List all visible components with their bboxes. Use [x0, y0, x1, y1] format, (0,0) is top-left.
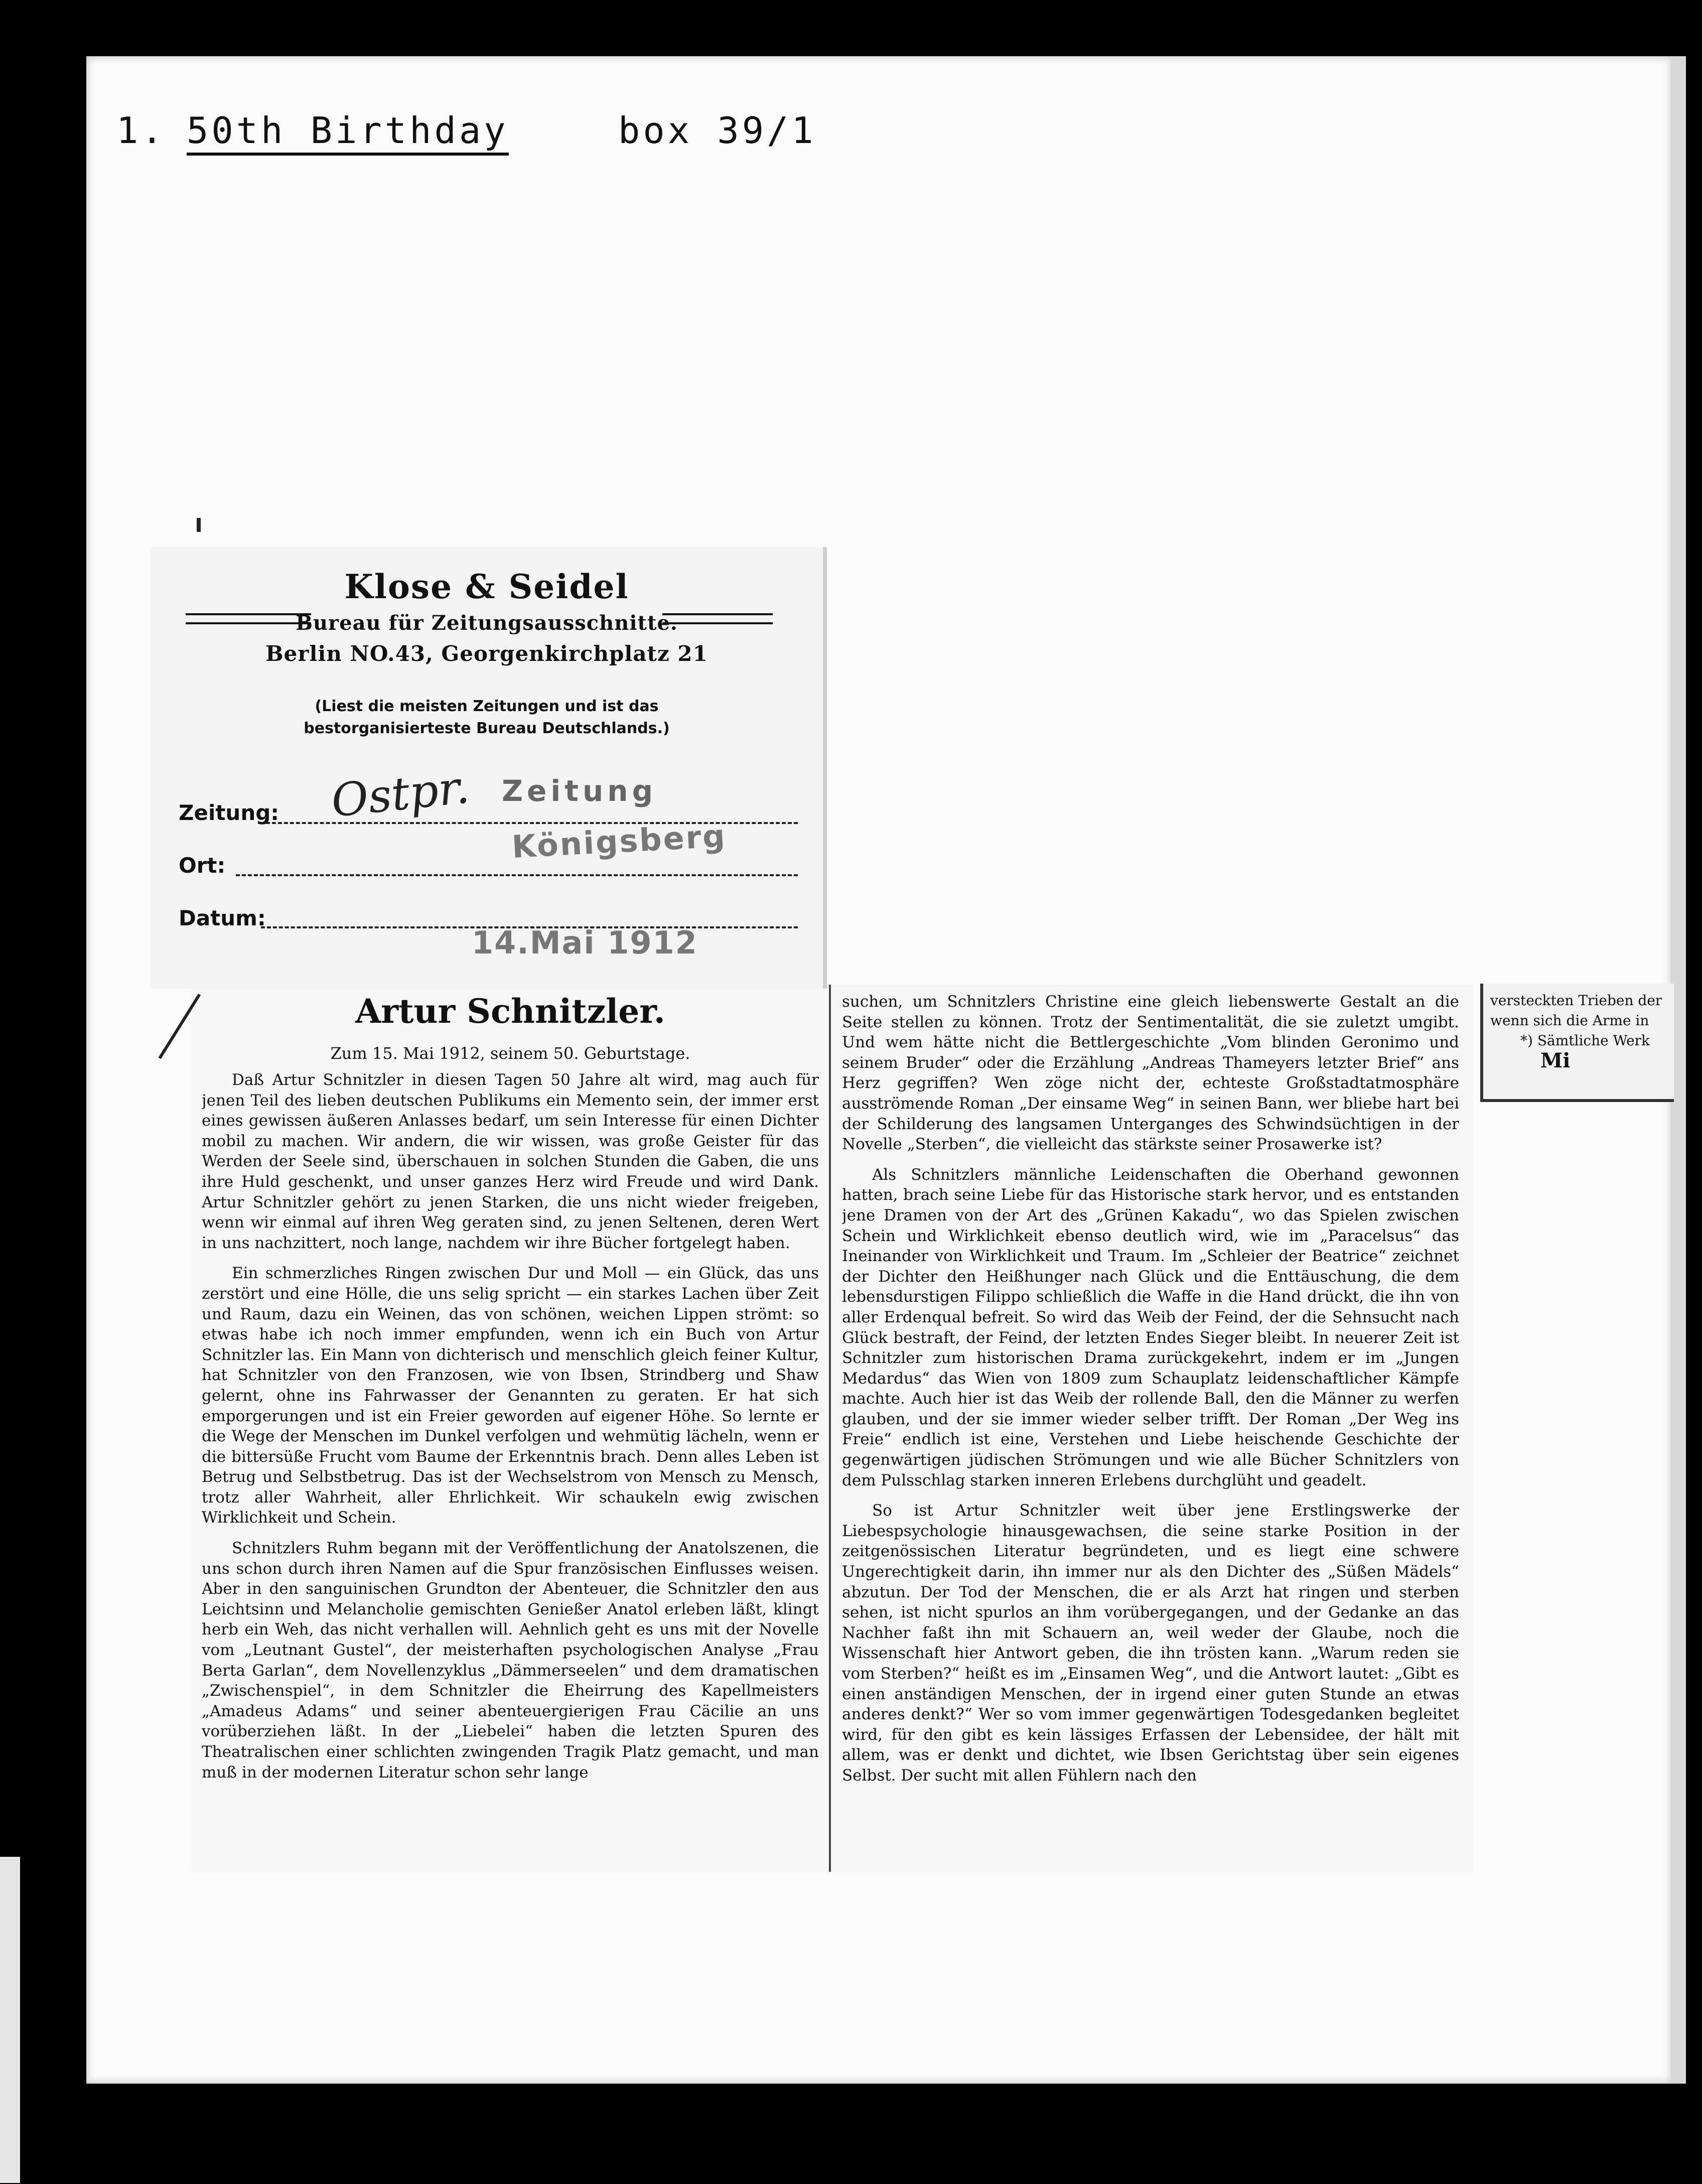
box-number: box 39/1: [618, 109, 816, 152]
pencil-mark: [197, 518, 201, 532]
footnote-fragment: *) Sämtliche Werk: [1520, 1032, 1650, 1049]
field-ort-line: [236, 874, 798, 876]
bureau-name: Klose & Seidel: [344, 567, 629, 606]
fragment-line: Mi: [1540, 1049, 1571, 1072]
bureau-note-2: bestorganisierteste Bureau Deutschlands.): [304, 720, 670, 737]
bureau-address: Berlin NO.43, Georgenkirchplatz 21: [265, 641, 708, 666]
paragraph: Daß Artur Schnitzler in diesen Tagen 50 Jahre alt wird, mag auch für jenen Teil des lieben deutschen Publikums ein Memento sein, der immer erst eines gewissen äußeren Anlasses bedarf, um sein Interesse für einen Dichter mobil zu machen. Wir andern, die wir wissen, was große Geister für das Werden der Seele sind, überschauen in solchen Stunden die Gaben, die uns ihre Huld geschenkt, und unser ganzes Herz wird Freude und wird Dank. Artur Schnitzler gehört zu jenen Starken, die uns nicht wieder freigeben, wenn wir einmal auf ihren Weg geraten sind, zu jenen Seltenen, deren Wert in uns nachzittert, noch lange, nachdem wir ihre Bücher fortgelegt haben.: [202, 1071, 819, 1252]
article-column-1: [202, 1070, 819, 1868]
stamp-zeitung: Zeitung: [502, 774, 657, 808]
fragment-line: wenn sich die Arme in: [1490, 1012, 1649, 1029]
paragraph: Schnitzlers Ruhm begann mit der Veröffentlichung der Anatolszenen, die uns schon durch ihren Namen auf die Spur französischen Einflusses weisen. Aber in den sanguinischen Grundton der Abenteuer, die Schnitzler den aus Leichtsinn und Melancholie gemischten Genießer Anatol erleben läßt, klingt herb ein Weh, das nicht verhallen will. Aehnlich geht es uns mit der Novelle vom „Leutnant Gustel“, der meisterhaften psychologischen Analyse „Frau Berta Garlan“, dem Novellenzyklus „Dämmerseelen“ und dem dramatischen „Zwischenspiel“, in dem Schnitzler die Eheirrung des Kapellmeisters „Amadeus Adams“ und seiner abenteuergierigen Frau Cäcilie an uns vorüberziehen läßt. In der „Liebelei“ haben die letzten Spuren des Theatralischen einer schlichten zwingenden Tragik Platz gemacht, und man muß in der modernen Literatur schon sehr lange: [202, 1539, 819, 1782]
adjacent-page-strip: [0, 1857, 20, 2183]
folder-title: 50th Birthday: [187, 109, 509, 156]
article-clipping-middle: [829, 985, 1473, 1872]
clipping-bureau-label: [151, 547, 827, 989]
article-column-3: [1490, 991, 1671, 1096]
paragraph: So ist Artur Schnitzler weit über jene Erstlingswerke der Liebespsychologie hinausgewachsen, die seine starke Position in der zeitgenössischen Literatur begründeten, und es liegt eine schwere Ungerechtigkeit darin, ihn immer nur als den Dichter des „Süßen Mädels“ abzutun. Der Tod der Menschen, die er als Arzt hat ringen und sterben sehen, ist nicht spurlos an ihm vorübergegangen, und der Gedanke an das Nachher faßt ihn mit Schauern an, weil weder der Glaube, noch die Wissenschaft hier Antwort geben, die ihn trösten kann. „Warum reden sie vom Sterben?“ heißt es im „Einsamen Weg“, und die Antwort lautet: „Gibt es einen anständigen Menschen, der in irgend einer guten Stunde an etwas anderes denkt?“ Wer so vom immer gegenwärtigen Todesgedanken begleitet wird, für den gibt es kein lässiges Erfassen der Lebensidee, der hält mit allem, was er denkt und dichtet, wie Ibsen Gerichtstag über sein eigenes Selbst. Der sucht mit allen Fühlern nach den: [842, 1502, 1459, 1785]
field-zeitung-label: Zeitung:: [179, 800, 279, 825]
paragraph: Als Schnitzlers männliche Leidenschaften die Oberhand gewonnen hatten, brach seine Liebe für das Historische stark hervor, und es entstanden jene Dramen von der Art des „Grünen Kakadu“, wo das Spielen zwischen Schein und Wirklichkeit ebenso deutlich wird, wie im „Paracelsus“ das Ineinander von Wirklichkeit und Traum. Im „Schleier der Beatrice“ zeichnet der Dichter den Heißhunger nach Glück und die Enttäuschung, die dem lebensdurstigen Filippo schließlich die Waffe in die Hand drückt, die ihn von aller Erdenqual befreit. So wird das Weib der Feind, der die Sehnsucht nach Glück bestraft, der Feind, der letzten Endes Sieger bleibt. In neuerer Zeit ist Schnitzler zum historischen Drama zurückgekehrt, indem er im „Jungen Medardus“ das Wien von 1809 zum Schauplatz leidenschaftlicher Kämpfe machte. Auch hier ist das Weib der rollende Ball, den die Männer zu werfen glauben, und der sie immer wieder selber trifft. Der Roman „Der Weg ins Freie“ endlich ist eine, Verstehen und Liebe heischende Geschichte der gegenwärtigen jüdischen Strömungen und wie alle Bücher Schnitzlers von dem Pulsschlag starken inneren Erlebens durchglüht und geadelt.: [842, 1165, 1459, 1489]
handwritten-newspaper: Ostpr.: [329, 760, 472, 828]
stamp-ort: Königsberg: [511, 817, 728, 866]
fragment-line: versteckten Trieben der: [1490, 992, 1662, 1009]
bureau-subtitle: Bureau für Zeitungsausschnitte.: [296, 611, 678, 635]
paragraph: Ein schmerzliches Ringen zwischen Dur und Moll — ein Glück, das uns zerstört und eine Hölle, die uns selig spricht — ein starkes Lachen über Zeit und Raum, dazu ein Weinen, das von schönen, weichen Lippen strömt: so etwas habe ich noch immer empfunden, wenn ich ein Buch von Artur Schnitzler las. Ein Mann von dichterisch und menschlich gleich feiner Kultur, hat Schnitzler von den Franzosen, wie von Ibsen, Strindberg und Shaw gelernt, ohne ins Fahrwasser der Genannten zu geraten. Er hat sich emporgerungen und ist ein Freier geworden auf eigener Höhe. So lernte er die Wege der Menschen im Dunkel verfolgen und wehmütig lächeln, wenn er die bittersüße Frucht vom Baume der Erkenntnis brach. Denn alles Leben ist Betrug und Selbstbetrug. Das ist der Wechselstrom von Mensch zu Mensch, trotz aller Wahrheit, aller Ehrlichkeit. Wir schaukeln ewig zwischen Wirklichkeit und Schein.: [202, 1264, 819, 1527]
folder-number: 1.: [116, 109, 166, 152]
bureau-note-1: (Liest die meisten Zeitungen und ist das: [315, 698, 659, 715]
article-title: Artur Schnitzler.: [355, 992, 665, 1031]
article-subtitle: Zum 15. Mai 1912, seinem 50. Geburtstage.: [330, 1044, 690, 1063]
paragraph: suchen, um Schnitzlers Christine eine gleich liebenswerte Gestalt an die Seite stellen zu können. Trotz der Sentimentalität, die sie zuletzt umgibt. Und wem hätte nicht die Bettlergeschichte „Vom blinden Geronimo und seinem Bruder“ oder die Erzählung „Andreas Thameyers letzter Brief“ ans Herz gegriffen? Wen zöge nicht der, echteste Großstadtatmosphäre ausströmende Roman „Der einsame Weg“ in seinen Bann, wer bliebe hart bei der Schilderung des langsamen Unterganges des Schwindsüchtigen in der Novelle „Sterben“, die vielleicht das stärkste seiner Prosawerke ist?: [842, 993, 1459, 1154]
field-ort-label: Ort:: [179, 853, 226, 878]
archive-header: [116, 109, 844, 170]
stamp-datum: 14.Mai 1912: [472, 924, 698, 961]
article-clipping-right-fragment: [1480, 984, 1674, 1102]
article-clipping-left: [192, 989, 829, 1872]
field-datum-label: Datum:: [179, 906, 266, 930]
article-column-2: [842, 992, 1459, 1865]
